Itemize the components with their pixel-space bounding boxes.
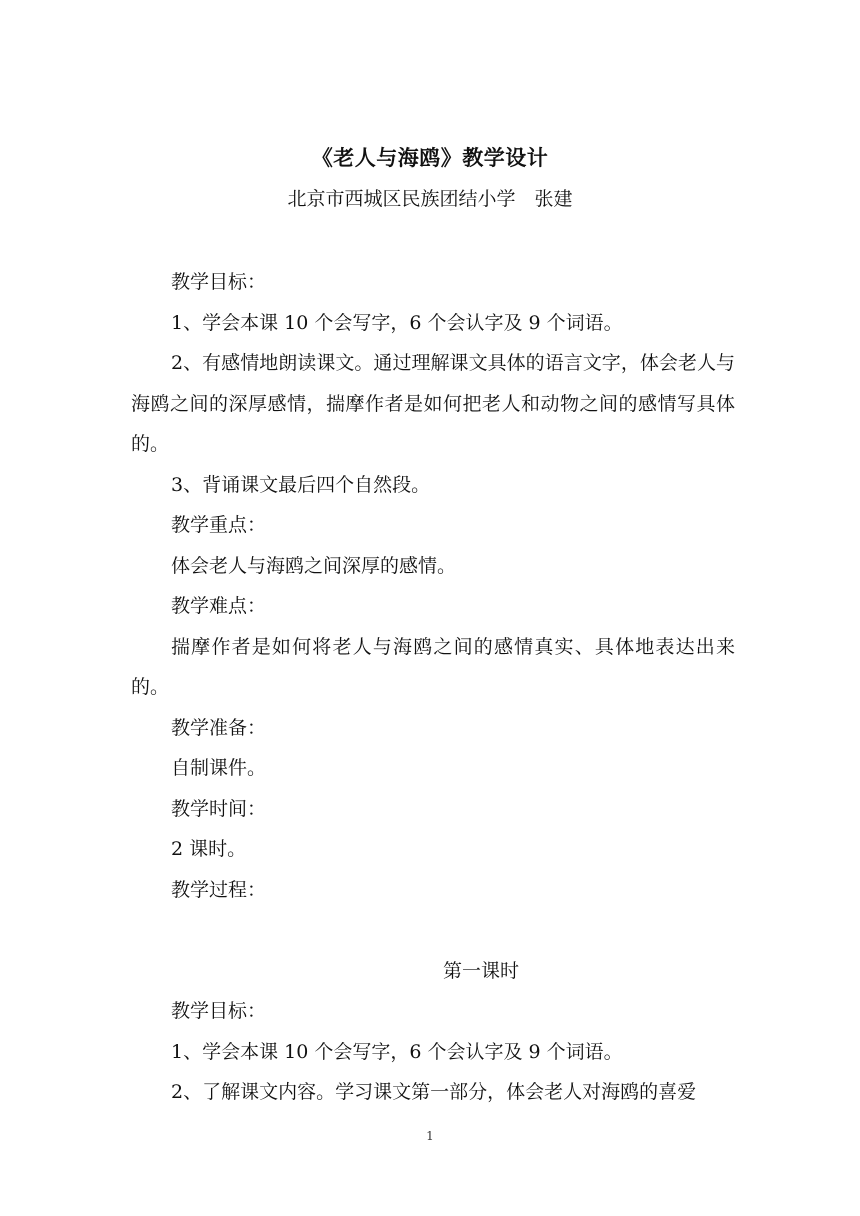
document-body <box>131 262 735 1113</box>
page-number: 1 <box>426 1129 434 1143</box>
paragraph: 3、背诵课文最后四个自然段。 <box>171 473 431 496</box>
paragraph: 2、了解课文内容。学习课文第一部分，体会老人对海鸥的喜爱 <box>171 1081 697 1103</box>
paragraph: 揣摩作者是如何将老人与海鸥之间的感情真实、具体地表达出来的。 <box>131 635 735 698</box>
paragraph: 1、学会本课 10 个会写字，6 个会认字及 9 个词语。 <box>171 1040 623 1063</box>
paragraph: 1、学会本课 10 个会写字，6 个会认字及 9 个词语。 <box>171 311 623 334</box>
paragraph: 教学目标： <box>171 1000 267 1022</box>
paragraph: 2、有感情地朗读课文。通过理解课文具体的语言文字，体会老人与海鸥之间的深厚感情，揣摩作者是如何把老人和动物之间的感情写具体的。 <box>131 352 735 455</box>
paragraph: 教学过程： <box>171 878 267 901</box>
paragraph: 教学时间： <box>171 797 267 820</box>
blank-line <box>131 910 735 951</box>
paragraph: 自制课件。 <box>171 757 267 779</box>
paragraph: 2 课时。 <box>171 838 247 860</box>
paragraph: 教学目标： <box>171 271 267 293</box>
paragraph: 教学难点： <box>171 595 267 617</box>
document-title: 《老人与海鸥》教学设计 <box>311 145 549 170</box>
section-heading: 第一课时 <box>442 959 519 982</box>
paragraph: 教学重点： <box>171 514 267 536</box>
document-author: 北京市西城区民族团结小学 张建 <box>287 188 573 210</box>
paragraph: 体会老人与海鸥之间深厚的感情。 <box>171 554 457 577</box>
paragraph: 教学准备： <box>171 716 267 739</box>
